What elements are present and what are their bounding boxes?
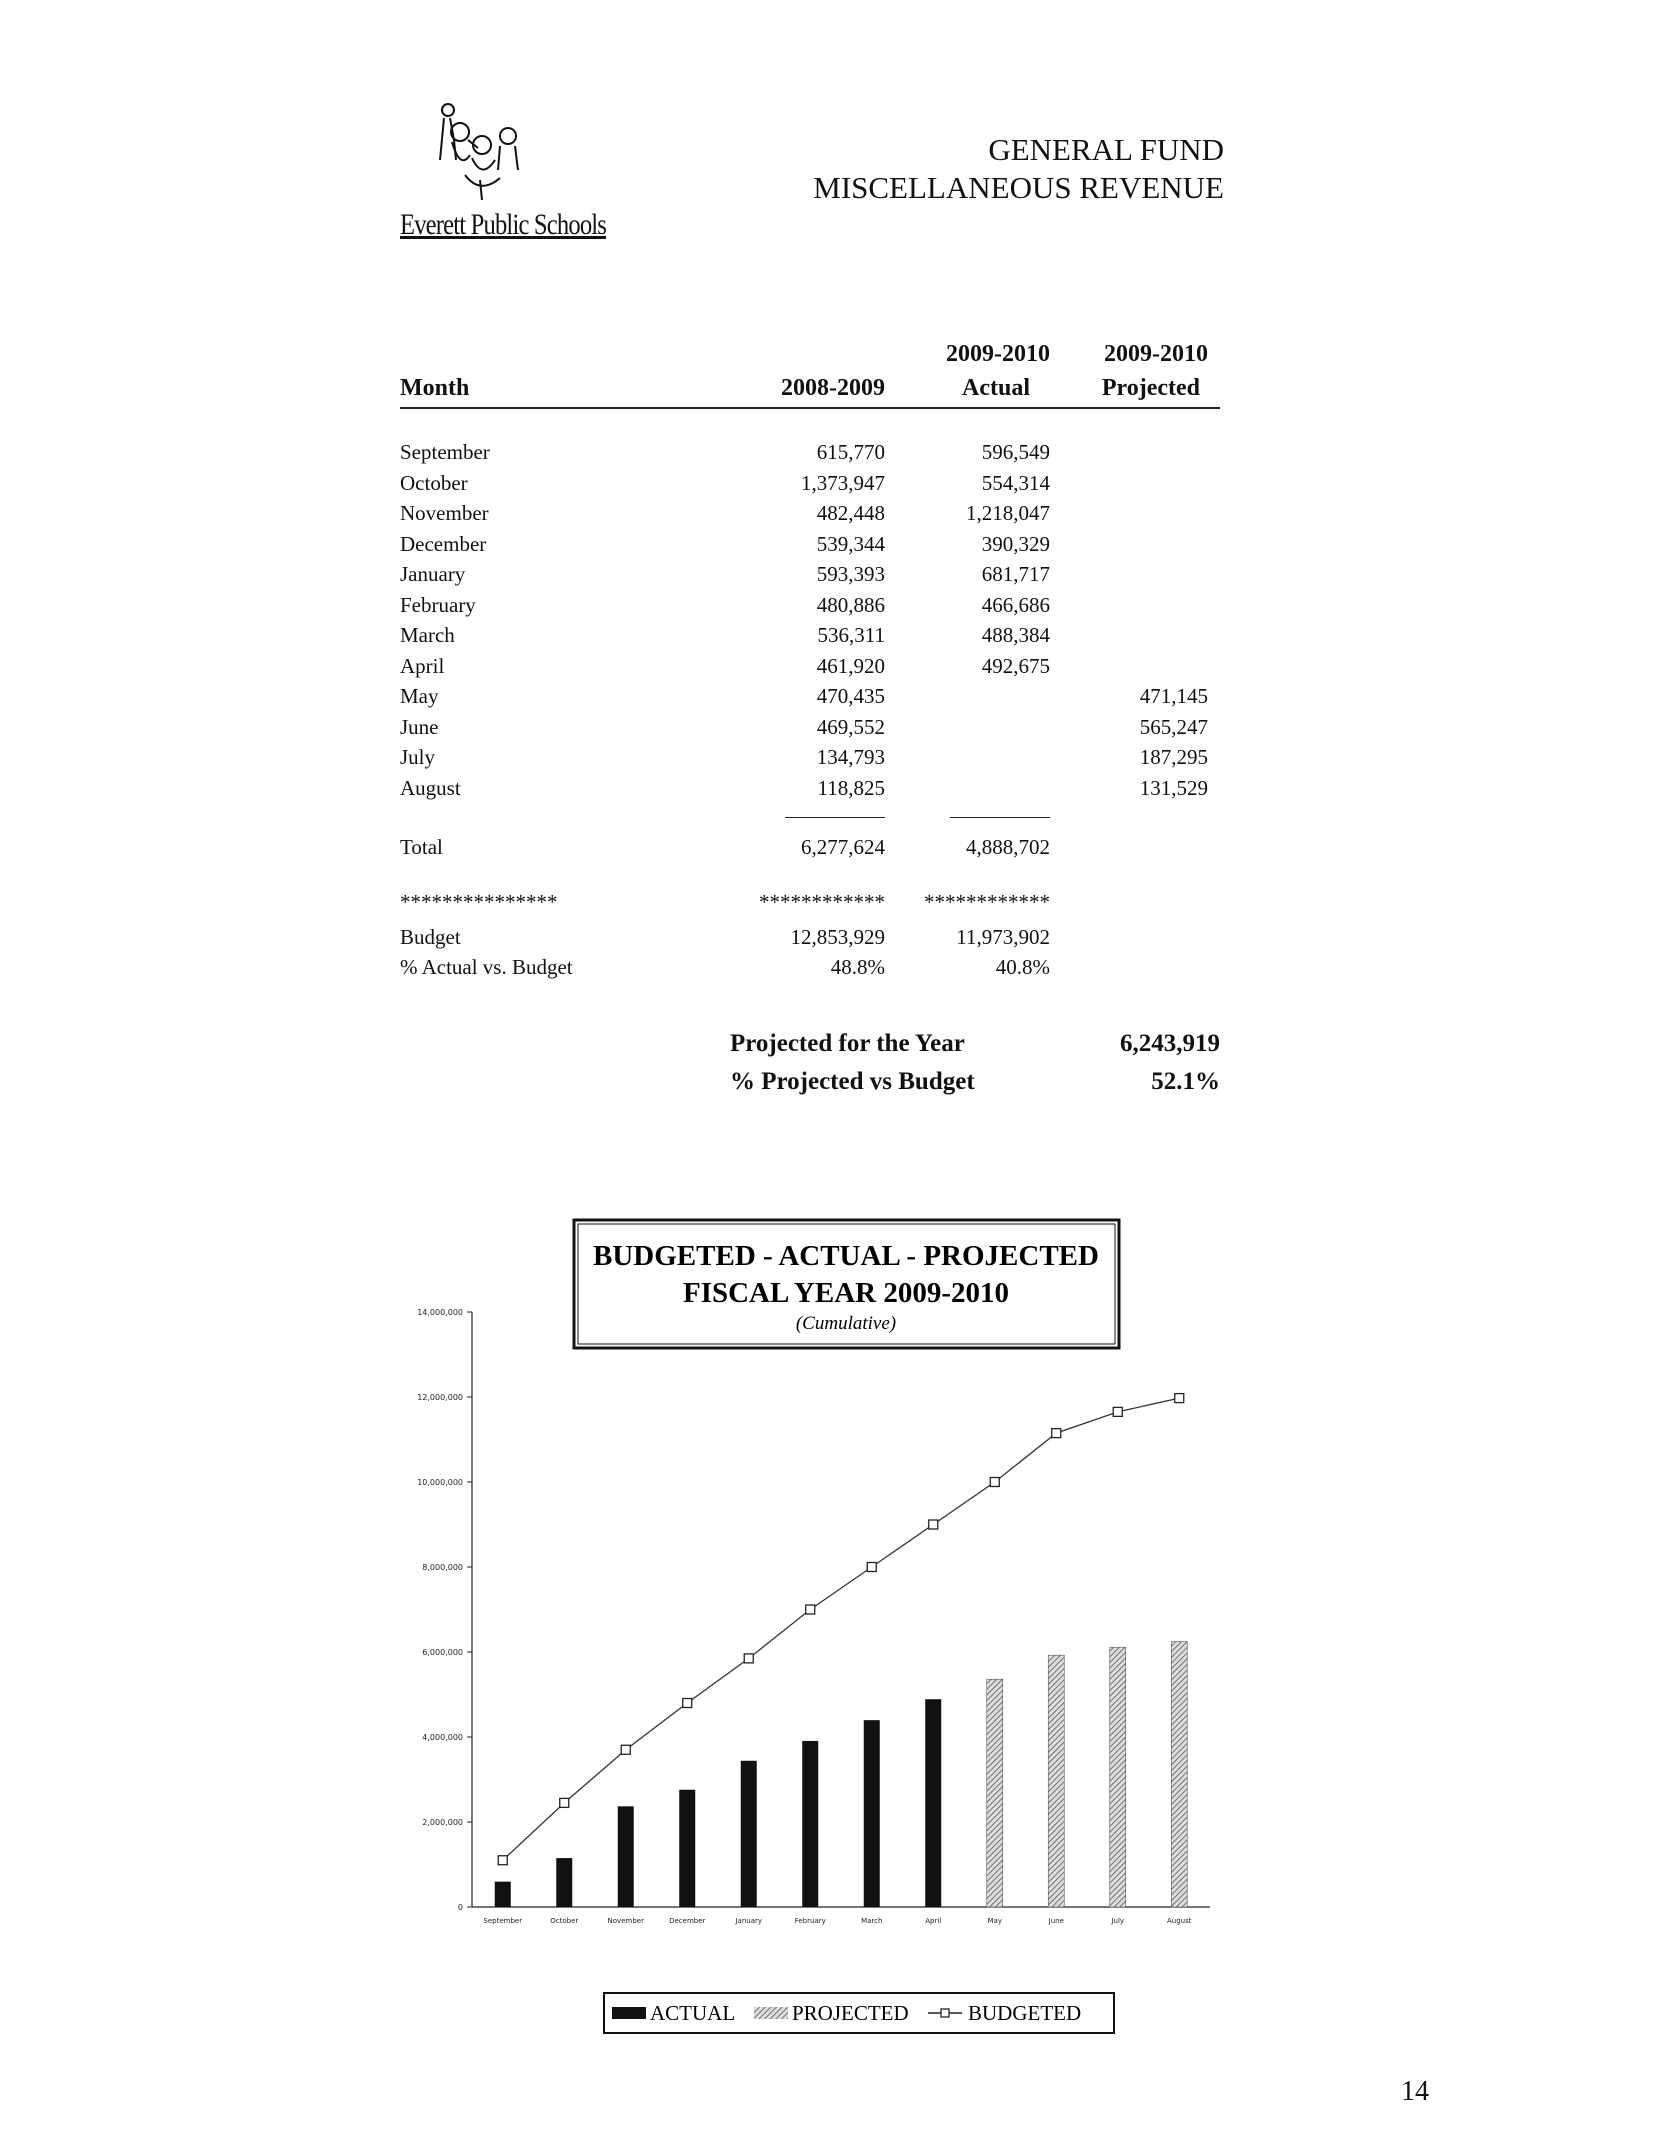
- logo: [390, 100, 620, 250]
- y-tick-label: 14,000,000: [417, 1308, 463, 1317]
- actual-cell: 390,329: [981, 531, 1050, 556]
- x-tick-label: October: [550, 1917, 579, 1925]
- x-tick-label: May: [987, 1917, 1002, 1925]
- chart-title-box: [574, 1220, 1119, 1348]
- y-tick-label: 6,000,000: [422, 1648, 463, 1657]
- x-tick-label: December: [669, 1917, 706, 1925]
- total-actual: 4,888,702: [966, 835, 1050, 859]
- y-tick-label: 10,000,000: [417, 1478, 463, 1487]
- month-cell: March: [400, 623, 455, 647]
- col-month: Month: [400, 375, 470, 401]
- actual-bar: [864, 1720, 880, 1907]
- actual-cell: 488,384: [981, 623, 1050, 647]
- value-2008-cell: 470,435: [816, 684, 885, 708]
- underline-actual: [950, 817, 1050, 818]
- projected-cell: 471,145: [1139, 684, 1208, 708]
- budgeted-point: [683, 1699, 692, 1708]
- value-2008-cell: 469,552: [816, 714, 885, 739]
- value-2008-cell: 118,825: [817, 775, 885, 800]
- legend-budgeted-label: BUDGETED: [968, 2001, 1082, 2025]
- total-row: [400, 835, 1220, 865]
- month-cell: February: [400, 592, 476, 617]
- x-tick-label: March: [861, 1917, 883, 1925]
- cumulative-chart: [390, 1205, 1220, 2040]
- budgeted-point: [1052, 1429, 1061, 1438]
- col-projected-year: 2009-2010: [1104, 341, 1208, 367]
- col-projected: Projected: [1101, 375, 1200, 401]
- actual-bar: [618, 1806, 634, 1907]
- y-tick-label: 2,000,000: [422, 1818, 463, 1827]
- chart-note: (Cumulative): [795, 1313, 897, 1334]
- value-2008-cell: 536,311: [817, 623, 885, 647]
- month-cell: November: [400, 501, 489, 525]
- value-2008-cell: 615,770: [816, 440, 885, 464]
- stars-label: ***************: [400, 890, 558, 914]
- chart-subtitle: FISCAL YEAR 2009-2010: [682, 1277, 1010, 1309]
- actual-cell: 681,717: [981, 562, 1050, 586]
- legend-budgeted-marker: [941, 2009, 949, 2017]
- legend-projected-swatch: [754, 2007, 788, 2019]
- month-cell: June: [400, 714, 439, 739]
- projected-pct-label: % Projected vs Budget: [730, 1068, 975, 1095]
- budget-actual: 11,973,902: [956, 925, 1050, 949]
- budgeted-point: [867, 1563, 876, 1572]
- actual-bar: [802, 1741, 818, 1907]
- projected-bar: [1048, 1655, 1064, 1907]
- x-tick-label: February: [794, 1917, 826, 1925]
- stars-actual: ************: [924, 890, 1050, 914]
- projected-bar: [1171, 1642, 1187, 1907]
- table-row: [400, 776, 1220, 806]
- value-2008-cell: 482,448: [816, 501, 885, 525]
- col-actual-year: 2009-2010: [946, 341, 1050, 367]
- page-number: 14: [1401, 2076, 1429, 2107]
- actual-bar: [495, 1882, 511, 1907]
- budgeted-point: [621, 1745, 630, 1754]
- stars-row: [400, 890, 1220, 920]
- actual-cell: 492,675: [981, 653, 1050, 678]
- table-row: [400, 623, 1220, 653]
- title-general-fund: GENERAL FUND: [988, 132, 1224, 167]
- y-tick-label: 4,000,000: [422, 1733, 463, 1742]
- value-2008-cell: 461,920: [816, 653, 885, 678]
- budgeted-point: [990, 1478, 999, 1487]
- actual-bar: [679, 1790, 695, 1907]
- budget-label: Budget: [400, 925, 461, 949]
- y-tick-label: 12,000,000: [417, 1393, 463, 1402]
- stars-2008: ************: [759, 890, 885, 914]
- col-actual: Actual: [962, 375, 1030, 401]
- pct-2008: 48.8%: [830, 955, 885, 979]
- projected-pct-row: [730, 1068, 1220, 1104]
- projected-bar: [1110, 1647, 1126, 1907]
- budgeted-point: [560, 1798, 569, 1807]
- table-row: [400, 715, 1220, 745]
- month-cell: May: [400, 684, 439, 708]
- actual-cell: 596,549: [981, 440, 1050, 464]
- budgeted-point: [744, 1654, 753, 1663]
- x-tick-label: August: [1167, 1917, 1192, 1925]
- month-cell: April: [400, 653, 445, 678]
- budget-2008: 12,853,929: [790, 925, 885, 949]
- projected-year-label: Projected for the Year: [730, 1030, 965, 1057]
- month-cell: December: [400, 531, 487, 556]
- budgeted-point: [1113, 1407, 1122, 1416]
- underline-2008: [785, 817, 885, 818]
- chart-svg: [390, 1205, 1220, 2035]
- month-cell: July: [400, 745, 436, 769]
- budgeted-line: [503, 1398, 1180, 1860]
- value-2008-cell: 134,793: [816, 745, 885, 769]
- budgeted-point: [806, 1605, 815, 1614]
- table-row: [400, 440, 1220, 470]
- month-cell: August: [400, 775, 461, 800]
- month-cell: September: [400, 440, 490, 464]
- value-2008-cell: 480,886: [816, 592, 885, 617]
- budgeted-point: [498, 1856, 507, 1865]
- value-2008-cell: 593,393: [816, 562, 885, 586]
- table-row: [400, 654, 1220, 684]
- actual-bar: [556, 1858, 572, 1907]
- budget-row: [400, 925, 1220, 955]
- month-cell: January: [400, 562, 466, 586]
- actual-bar: [741, 1761, 757, 1907]
- table-row: [400, 562, 1220, 592]
- table-row: [400, 471, 1220, 501]
- x-tick-label: June: [1048, 1917, 1064, 1925]
- x-tick-label: April: [925, 1917, 942, 1925]
- projected-year-value: 6,243,919: [1120, 1030, 1220, 1057]
- budgeted-point: [1175, 1394, 1184, 1403]
- table-row: [400, 593, 1220, 623]
- logo-figures-icon: [420, 100, 540, 210]
- actual-cell: 554,314: [981, 470, 1050, 495]
- legend-projected-label: PROJECTED: [792, 2001, 909, 2025]
- table-row: [400, 745, 1220, 775]
- projected-year-row: [730, 1030, 1220, 1066]
- x-tick-label: September: [483, 1917, 523, 1925]
- table-row: [400, 532, 1220, 562]
- actual-bar: [925, 1699, 941, 1907]
- actual-cell: 466,686: [981, 592, 1050, 617]
- projected-pct-value: 52.1%: [1151, 1068, 1220, 1095]
- total-2008: 6,277,624: [801, 835, 885, 859]
- chart-title: BUDGETED - ACTUAL - PROJECTED: [593, 1240, 1099, 1272]
- projected-cell: 565,247: [1139, 714, 1208, 739]
- header-rule: [400, 407, 1220, 409]
- actual-cell: 1,218,047: [966, 501, 1050, 525]
- legend-actual-swatch: [612, 2007, 646, 2019]
- title-misc-revenue: MISCELLANEOUS REVENUE: [813, 170, 1224, 205]
- pct-row: [400, 955, 1220, 985]
- table-row: [400, 684, 1220, 714]
- pct-label: % Actual vs. Budget: [400, 955, 573, 979]
- table-row: [400, 501, 1220, 531]
- projected-cell: 187,295: [1139, 745, 1208, 769]
- projected-cell: 131,529: [1139, 775, 1208, 800]
- org-name: Everett Public Schools: [400, 208, 607, 241]
- col-2008: 2008-2009: [781, 375, 885, 401]
- x-tick-label: November: [607, 1917, 644, 1925]
- x-tick-label: July: [1111, 1917, 1125, 1925]
- pct-actual: 40.8%: [995, 955, 1050, 979]
- y-tick-label: 0: [457, 1903, 463, 1912]
- y-tick-label: 8,000,000: [422, 1563, 463, 1572]
- legend-actual-label: ACTUAL: [650, 2001, 736, 2025]
- total-label: Total: [400, 835, 443, 859]
- month-cell: October: [400, 470, 468, 495]
- value-2008-cell: 1,373,947: [801, 470, 885, 495]
- budgeted-point: [929, 1520, 938, 1529]
- value-2008-cell: 539,344: [816, 531, 885, 556]
- x-tick-label: January: [735, 1917, 763, 1925]
- chart-legend: [604, 1993, 1114, 2033]
- projected-bar: [987, 1679, 1003, 1907]
